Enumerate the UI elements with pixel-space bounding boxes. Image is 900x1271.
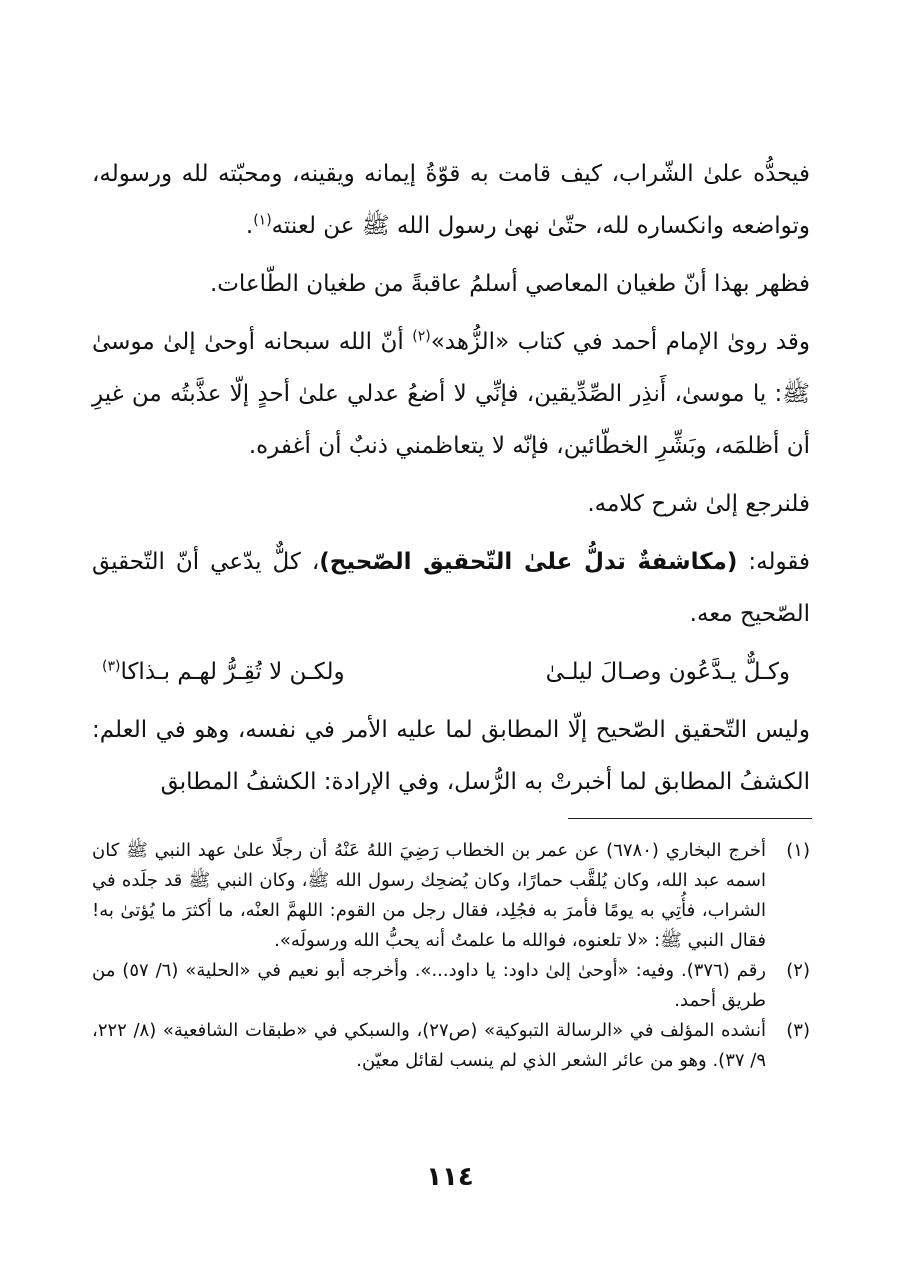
footnote-ref-1[interactable]: (١) (253, 212, 272, 229)
paragraph-4: فلنرجع إلىٰ شرح كلامه. (587, 491, 810, 517)
footnote-text: أنشده المؤلف في «الرسالة التبوكية» (ص٢٧)، والسبكي في «طبقات الشافعية» (٨/ ٢٢٢، ٩/ ٣٧). وهو من عائر الشعر الذي لم ينسب لقائل معيّن. (92, 1020, 766, 1071)
footnote-ref-2[interactable]: (٢) (412, 328, 431, 345)
footnote-separator (568, 818, 812, 819)
verse-first-hemistich: وكـلٌّ يـدَّعُون وصـالَ ليلـىٰ (545, 659, 790, 685)
paragraph-2: فظهر بهذا أنّ طغيان المعاصي أسلمُ عاقبةً من طغيان الطّاعات. (209, 271, 810, 297)
paragraph-5-lead: فقوله: (737, 549, 810, 575)
footnotes (92, 836, 810, 1076)
paragraph-3 (92, 316, 810, 472)
paragraph-1 (92, 148, 810, 252)
verse-second-hemistich: ولكـن لا تُقِـرُّ لهـم بـذاكا (120, 659, 345, 685)
footnote-number: (٣) (786, 1020, 810, 1041)
footnote-text: رقم (٣٧٦). وفيه: «أوحىٰ إلىٰ داود: يا داود...». وأخرجه أبو نعيم في «الحلية» (٦/ ٥٧) من طريق أحمد. (92, 960, 767, 1011)
footnote-number: (١) (786, 840, 810, 861)
paragraph-3-text-b: أنّ الله سبحانه أوحىٰ إلىٰ موسىٰ ﷺ: يا موسىٰ، أَنذِر الصِّدِّيقين، فإنِّي لا أضعُ عدلي علىٰ أحدٍ إلّا عذَّبتُه من غيرِ أن أظلمَه، وبَشِّرِ الخطّائين، فإنّه لا يتعاظمني ذنبٌ أن أغفره. (92, 329, 810, 459)
poetry-verse (92, 646, 810, 698)
paragraph-3-text-a: وقد روىٰ الإمام أحمد في كتاب «الزُّهد» (430, 329, 810, 355)
paragraph-5-text: ، كلٌّ يدّعي أنّ التّحقيق الصّحيح معه. (92, 549, 810, 627)
footnote-2 (92, 956, 810, 1016)
paragraph-1-text: فيحدُّه علىٰ الشّراب، كيف قامت به قوّةُ إيمانه ويقينه، ومحبّته لله ورسوله، وتواضعه وانكساره لله، حتّىٰ نهىٰ رسول الله ﷺ عن لعنته (92, 161, 810, 239)
verse-second-hemistich-wrap (102, 646, 345, 698)
quoted-phrase: (مكاشفةٌ تدلُّ علىٰ التّحقيق الصّحيح) (319, 549, 738, 575)
paragraph-5 (92, 536, 810, 640)
footnote-number: (٢) (786, 960, 810, 981)
main-text (92, 148, 810, 808)
page-number: ١١٤ (426, 1162, 474, 1192)
footnote-text: أخرج البخاري (٦٧٨٠) عن عمر بن الخطاب رَضِيَ اللهُ عَنْهُ أن رجلًا علىٰ عهد النبي ﷺ كان اسمه عبد الله، وكان يُلقَّب حمارًا، وكان يُضحِك رسول الله ﷺ، وكان النبي ﷺ قد جلَده في الشراب، فأُتِي به يومًا فأمرَ به فجُلِد، فقال رجل من القوم: اللهمَّ العنْه، ما أكثرَ ما يُؤتىٰ به! فقال النبي ﷺ: «لا تلعنوه، فوالله ما علمتُ أنه يحبُّ الله ورسولَه». (92, 840, 767, 951)
footnote-3 (92, 1016, 810, 1076)
footnote-1 (92, 836, 810, 956)
paragraph-6: وليس التّحقيق الصّحيح إلّا المطابق لما عليه الأمر في نفسه، وهو في العلم: الكشفُ المطابق لما أخبرتْ به الرُّسل، وفي الإرادة: الكشفُ المطابق (92, 717, 810, 795)
paragraph-1-end: . (245, 213, 254, 239)
footnote-ref-3[interactable]: (٣) (102, 658, 121, 675)
